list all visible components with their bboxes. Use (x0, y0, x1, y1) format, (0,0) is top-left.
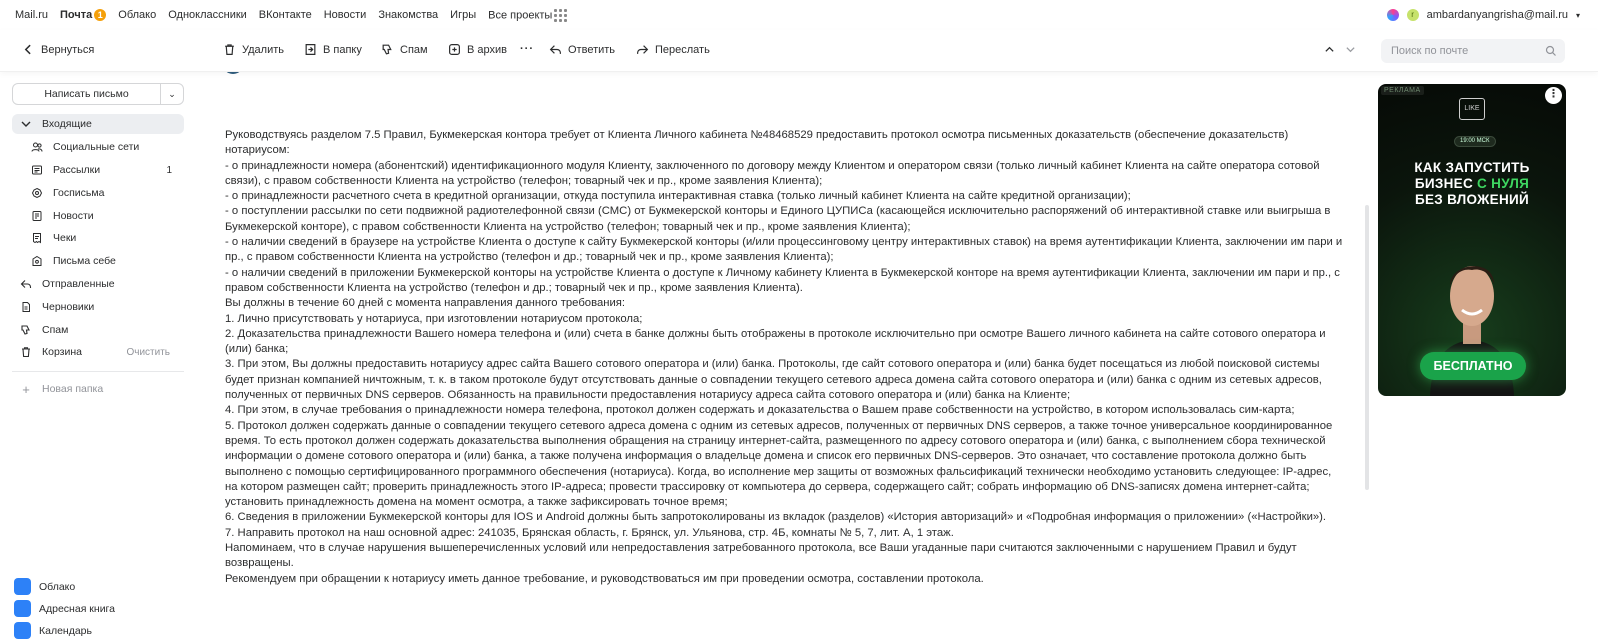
portal-link-label: ВКонтакте (258, 9, 312, 21)
apps-grid-icon[interactable] (554, 9, 567, 22)
back-label: Вернуться (41, 43, 95, 56)
portal-link[interactable] (259, 9, 312, 21)
folder-label: Новости (53, 210, 94, 222)
sidebar-folder[interactable] (12, 251, 184, 271)
portal-link-label: Облако (118, 9, 157, 21)
folder-label: Социальные сети (53, 141, 140, 153)
letter-paragraph: Руководствуясь разделом 7.5 Правил, Букмекерская контора требует от Клиента Личного кабинета №48468529 предоставить протокол осмотра письменных доказательств (обеспечение доказательств) нотариусом: (225, 129, 1289, 157)
letter-paragraph: 4. При этом, в случае требования о принадлежности номера телефона, протокол должен содержать и доказательства о Вашем праве собственности на устройство, в котором использовалась сим-карта; (225, 404, 1295, 417)
app-link[interactable] (14, 600, 115, 617)
app-label: Адресная книга (39, 602, 115, 615)
letter-paragraph: 5. Протокол должен содержать данные о совпадении текущего сетевого адреса домена с одним из сетевых адресов, полученных от первичных DNS серверов, а также точное универсальное координированное время. То есть протокол должен содержать доказательства выполнения обращения на страницу интернет-сайта, размещенного по адресу сотового оператора и (или) банка, с выполнением сбора технической информации о домене сотового оператора и (или) банка, а также получена информация о владельце домена и список его первичных DNS-серверов. Это означает, что составление протокола должно быть выполнено с помощью сертифицированного программного обеспечения (нотариуса). Когда, во исполнение мер защиты от возможных фальсификаций технически необходимо установить следующее: IP-адрес, на котором размещен сайт; проверить принадлежность этого IP-адреса; провести трассировку от компьютера до сервера, содержащего сайт; собрать информацию об DNS-записях домена интернет-сайта; установить принадлежность домена на момент осмотра, а также зафиксировать точное время; (225, 419, 1333, 509)
self-mail-icon (31, 255, 43, 267)
sidebar-folder[interactable] (12, 274, 184, 294)
folder-move-icon (304, 43, 317, 56)
chevron-down-icon (20, 118, 32, 130)
move-to-folder-button[interactable] (304, 43, 362, 56)
newsletter-icon (31, 164, 43, 176)
folder-label: Отправленные (42, 278, 115, 290)
reply-button[interactable] (549, 43, 615, 56)
forward-button[interactable] (636, 43, 710, 56)
new-folder-button[interactable] (12, 379, 184, 399)
unread-badge: 1 (94, 9, 106, 21)
user-email[interactable]: ambardanyangrisha@mail.ru (1426, 9, 1568, 21)
forward-label: Переслать (655, 43, 710, 56)
letter-paragraph: - о принадлежности расчетного счета в кредитной организации, откуда поступила интерактивная ставка (только личный кабинет Клиента на сайте кредитной организации); (225, 190, 1131, 203)
sidebar-folder[interactable] (12, 297, 184, 317)
compose-button[interactable] (12, 83, 184, 105)
folder-label: Рассылки (53, 164, 101, 176)
letter-paragraph: 7. Направить протокол на наш основной адрес: 241035, Брянская область, г. Брянск, ул. Ульянова, стр. 4Б, комнаты № 5, 7, лит. А, 1 этаж. (225, 526, 954, 539)
spam-label: Спам (400, 43, 428, 56)
folder-label: Госписьма (53, 187, 105, 199)
folder-label: Спам (42, 324, 69, 336)
portal-link[interactable] (488, 9, 567, 22)
ad-headline-accent: С НУЛЯ (1477, 176, 1530, 191)
ad-headline-line2 (1378, 176, 1566, 192)
compose-label[interactable]: Написать письмо (13, 84, 161, 104)
address-book-icon (14, 600, 31, 617)
letter-body (225, 128, 1345, 587)
calendar-icon (14, 622, 31, 639)
news-icon (31, 210, 43, 222)
search-input[interactable] (1381, 39, 1565, 63)
forward-icon (636, 43, 649, 56)
receipt-icon (31, 232, 43, 244)
draft-icon (20, 301, 32, 313)
portal-link[interactable] (168, 9, 247, 21)
archive-icon (448, 43, 461, 56)
letter-paragraph: - о поступлении рассылки по сети подвижной радиотелефонной связи (СМС) от Букмекерской конторы и Единого ЦУПИСа (касающейся исключительно распоряжений об интерактивной ставке или выигрыша в Букмекерской конторе), с правом собственности Клиента на устройство (телефон; товарный чек и пр., кроме заявления Клиента); (225, 205, 1331, 233)
chevron-down-icon[interactable] (1345, 44, 1356, 55)
portal-link[interactable] (15, 9, 48, 21)
app-link[interactable] (14, 622, 92, 639)
letter-paragraph: - о наличии сведений в браузере на устройстве Клиента о доступе к сайту Букмекерской конторы (и/или процессинговому центру интерактивных ставок) на время аутентификации Клиента, заключении им пари и пр., с правом собственности Клиента на устройство (телефон и др.; товарный чек и пр., кроме заявления Клиента); (225, 236, 1343, 264)
portal-link[interactable] (378, 9, 438, 21)
portal-link[interactable] (118, 9, 156, 21)
letter-paragraph: Рекомендуем при обращении к нотариусу иметь данное требование, и руководствоваться им при проведении осмотра, составлении протокола. (225, 572, 984, 585)
trash-icon (223, 43, 236, 56)
move-to-folder-label: В папку (323, 43, 362, 56)
portal-link[interactable] (450, 9, 476, 21)
delete-label: Удалить (242, 43, 284, 56)
sidebar-folder[interactable] (12, 114, 184, 134)
letter-toolbar (0, 30, 1598, 72)
emblem-icon (31, 187, 43, 199)
archive-button[interactable] (448, 43, 507, 56)
sidebar-folder[interactable] (12, 160, 184, 180)
reply-icon (549, 43, 562, 56)
portal-link[interactable] (324, 9, 367, 21)
ad-label: РЕКЛАМА (1381, 86, 1424, 95)
sidebar-folder[interactable] (12, 183, 184, 203)
app-link[interactable] (14, 578, 75, 595)
portal-link-label: Mail.ru (15, 9, 49, 21)
sidebar-folder[interactable] (12, 342, 184, 362)
portal-link-label: Почта (60, 9, 93, 21)
ad-cta-button[interactable]: БЕСПЛАТНО (1420, 352, 1526, 380)
reply-label: Ответить (568, 43, 616, 56)
plus-icon: + (22, 381, 30, 397)
clear-trash-button[interactable]: Очистить (126, 346, 170, 358)
spam-icon (20, 324, 32, 336)
portal-link-label: Знакомства (378, 9, 439, 21)
portal-link-label: Одноклассники (168, 9, 247, 21)
ad-headline-part: БИЗНЕС (1414, 176, 1478, 191)
trash-icon (20, 346, 32, 358)
ad-logo: LIKE (1459, 98, 1485, 120)
letter-paragraph: - о принадлежности номера (абонентский) идентификационного модуля Клиенту, заключенного по договору между Клиентом и оператором связи (только личный кабинет Клиента на сайте оператора сотовой связи), с правом собственности Клиента на устройство (телефон; товарный чек и пр., кроме заявления Клиента); (225, 159, 1320, 187)
back-button[interactable] (22, 43, 94, 56)
portal-link[interactable] (60, 9, 106, 21)
folder-label: Корзина (42, 346, 82, 358)
portal-header (0, 0, 1598, 30)
ad-headline-line3: БЕЗ ВЛОЖЕНИЙ (1414, 192, 1530, 207)
more-vertical-icon[interactable]: ⋮ (1545, 87, 1562, 104)
portal-link-label: Новости (323, 9, 367, 21)
ad-time-badge: 19:00 МСК (1454, 136, 1496, 147)
sidebar-folder[interactable] (12, 206, 184, 226)
ad-headline (1378, 160, 1566, 208)
more-icon[interactable]: ··· (520, 43, 534, 55)
ad-banner[interactable] (1378, 84, 1566, 396)
new-folder-label: Новая папка (42, 383, 104, 395)
letter-paragraph: Вы должны в течение 60 дней с момента направления данного требования: (225, 297, 626, 310)
sidebar-folder[interactable] (12, 137, 184, 157)
delete-button[interactable] (223, 43, 284, 56)
sidebar (0, 73, 196, 644)
archive-label: В архив (467, 43, 507, 56)
portal-link-label: Все проекты (488, 8, 553, 21)
spam-button[interactable] (381, 43, 428, 56)
people-icon (31, 141, 43, 153)
chevron-up-icon[interactable] (1324, 44, 1335, 55)
folder-label: Чеки (53, 232, 77, 244)
ad-headline-line1: КАК ЗАПУСТИТЬ (1414, 160, 1530, 175)
letter-nav (1324, 44, 1356, 55)
folder-label: Письма себе (53, 255, 116, 267)
letter-paragraph: 3. При этом, Вы должны предоставить нотариусу адрес сайта Вашего сотового оператора и (или) банка. Протоколы, где сайт сотового оператора и (или) банка будет посещаться из любой поисковой системы будет признан компанией ничтожным, т. к. в таком протоколе будут отсутствовать данные о совпадении текущего сетевого адреса домена сайта сотового оператора и (или) банка с одним из сетевых адресов, полученных от первичных DNS серверов. Обязанность на правильности предоставления нотариусу адреса сайта сотового оператора и (или) банка на Клиенте; (225, 358, 1322, 402)
chevron-down-icon: ⌄ (168, 88, 176, 99)
folder-count: 1 (166, 164, 172, 176)
sidebar-folder[interactable] (12, 228, 184, 248)
app-label: Облако (39, 580, 76, 593)
letter-paragraph: 6. Сведения в приложении Букмекерской конторы для IOS и Android должны быть запротоколированы из вкладок (разделов) «История авторизаций» и «Подробная информация о приложении» («Настройки»). (225, 511, 1327, 524)
portal-links (0, 9, 579, 22)
folder-label: Входящие (42, 118, 92, 130)
portal-link-label: Игры (450, 9, 477, 21)
sidebar-folder[interactable] (12, 320, 184, 340)
thumb-down-icon (381, 43, 394, 56)
vk-combo-icon[interactable] (1387, 9, 1399, 21)
letter-paragraph: 1. Лично присутствовать у нотариуса, при изготовлении нотариусом протокола; (225, 312, 643, 325)
scrollbar[interactable] (1365, 205, 1369, 490)
letter-paragraph: - о наличии сведений в приложении Букмекерской конторы на устройстве Клиента о доступе к Личному кабинету Клиента в Букмекерской конторе на время аутентификации Клиента, заключении им пари и пр., с правом собственности Клиента на устройство (телефон и др.; товарный чек и пр., кроме заявления Клиента). (225, 266, 1340, 294)
user-avatar[interactable]: r (1407, 9, 1419, 21)
app-label: Календарь (39, 624, 92, 637)
chevron-down-icon[interactable]: ▾ (1575, 10, 1580, 20)
folder-label: Черновики (42, 301, 95, 313)
arrow-left-icon (22, 43, 35, 56)
sent-icon (20, 278, 32, 290)
user-area (1387, 0, 1580, 30)
letter-paragraph: Напоминаем, что в случае нарушения вышеперечисленных условий или непредоставления затребованного протокола, все Ваши угаданные пари считаются заключенными с нарушением Правил и будут возвращены. (225, 542, 1297, 570)
divider (12, 371, 184, 372)
search-placeholder: Поиск по почте (1391, 45, 1469, 57)
cloud-app-icon (14, 578, 31, 595)
letter-paragraph: 2. Доказательства принадлежности Вашего номера телефона и (или) счета в банке должны быть отображены в протоколе исключительно при осмотре Вашего личного кабинета на сайте сотового оператора и (или) банка; (225, 327, 1326, 356)
search-icon (1545, 45, 1557, 57)
compose-menu-button[interactable] (161, 84, 183, 104)
